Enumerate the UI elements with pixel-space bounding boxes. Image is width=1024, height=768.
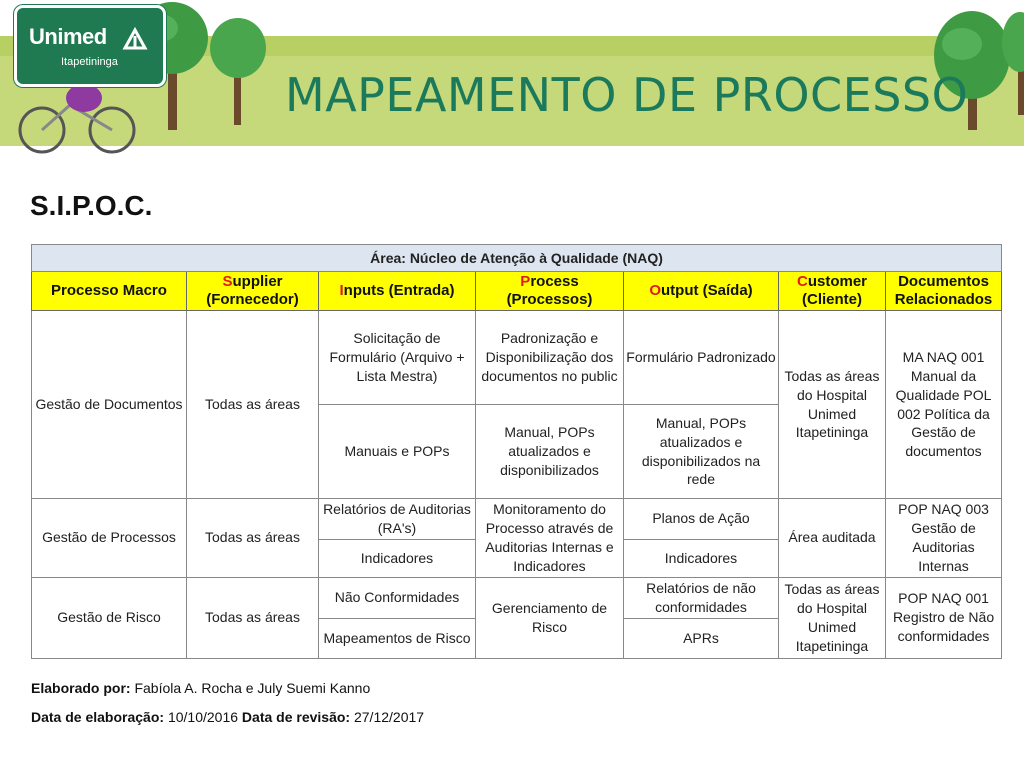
logo-name: Unimed — [29, 24, 107, 49]
header-process: Process (Processos) — [476, 272, 624, 311]
macro-cell: Gestão de Documentos — [32, 311, 187, 499]
input-cell: Solicitação de Formulário (Arquivo + Lista Mestra) — [319, 311, 476, 405]
sipoc-title: S.I.P.O.C. — [30, 190, 153, 221]
output-cell: Manual, POPs atualizados e disponibilizados na rede — [624, 405, 779, 499]
header-row — [32, 272, 1002, 311]
area-row — [32, 245, 1002, 272]
tree-left-2 — [210, 18, 266, 125]
process-cell: Padronização e Disponibilização dos documentos no public — [476, 311, 624, 405]
revised-label: Data de revisão: — [241, 709, 351, 725]
supplier-cell: Todas as áreas — [187, 577, 319, 658]
customer-cell: Todas as áreas do Hospital Unimed Itapetininga — [779, 577, 886, 658]
area-label: Área: Núcleo de Atenção à Qualidade (NAQ) — [32, 245, 1002, 272]
customer-cell: Todas as áreas do Hospital Unimed Itapetininga — [779, 311, 886, 499]
created-value: 10/10/2016 — [167, 709, 239, 725]
output-cell: APRs — [624, 618, 779, 658]
header-customer: Customer (Cliente) — [779, 272, 886, 311]
supplier-cell: Todas as áreas — [187, 499, 319, 578]
footer-author — [31, 680, 370, 696]
sipoc-table — [31, 244, 1002, 659]
output-cell: Relatórios de não conformidades — [624, 577, 779, 618]
header-documents: Documentos Relacionados — [886, 272, 1002, 311]
header-banner — [0, 0, 1024, 165]
macro-cell: Gestão de Risco — [32, 577, 187, 658]
revised-value: 27/12/2017 — [353, 709, 425, 725]
unimed-logo — [14, 5, 166, 87]
customer-cell: Área auditada — [779, 499, 886, 578]
output-cell: Indicadores — [624, 539, 779, 577]
header-supplier: Supplier (Fornecedor) — [187, 272, 319, 311]
input-cell: Manuais e POPs — [319, 405, 476, 499]
process-cell: Gerenciamento de Risco — [476, 577, 624, 658]
output-cell: Planos de Ação — [624, 499, 779, 540]
input-cell: Relatórios de Auditorias (RA's) — [319, 499, 476, 540]
input-cell: Indicadores — [319, 539, 476, 577]
logo-subtitle: Itapetininga — [61, 56, 118, 68]
process-cell: Monitoramento do Processo através de Auditorias Internas e Indicadores — [476, 499, 624, 578]
unimed-tree-icon — [121, 26, 149, 50]
header-output: Output (Saída) — [624, 272, 779, 311]
documents-cell: POP NAQ 001 Registro de Não conformidades — [886, 577, 1002, 658]
created-label: Data de elaboração: — [31, 709, 165, 725]
supplier-cell: Todas as áreas — [187, 311, 319, 499]
documents-cell: POP NAQ 003 Gestão de Auditorias Internas — [886, 499, 1002, 578]
process-cell: Manual, POPs atualizados e disponibilizados — [476, 405, 624, 499]
output-cell: Formulário Padronizado — [624, 311, 779, 405]
table-row — [32, 499, 1002, 540]
author-label: Elaborado por: — [31, 680, 131, 696]
input-cell: Mapeamentos de Risco — [319, 618, 476, 658]
author-value: Fabíola A. Rocha e July Suemi Kanno — [134, 680, 371, 696]
documents-cell: MA NAQ 001 Manual da Qualidade POL 002 Política da Gestão de documentos — [886, 311, 1002, 499]
header-macro: Processo Macro — [32, 272, 187, 311]
footer-dates — [31, 709, 424, 725]
table-row — [32, 311, 1002, 405]
input-cell: Não Conformidades — [319, 577, 476, 618]
page-title: MAPEAMENTO DE PROCESSO — [285, 68, 969, 122]
macro-cell: Gestão de Processos — [32, 499, 187, 578]
table-row — [32, 577, 1002, 618]
header-inputs: Inputs (Entrada) — [319, 272, 476, 311]
